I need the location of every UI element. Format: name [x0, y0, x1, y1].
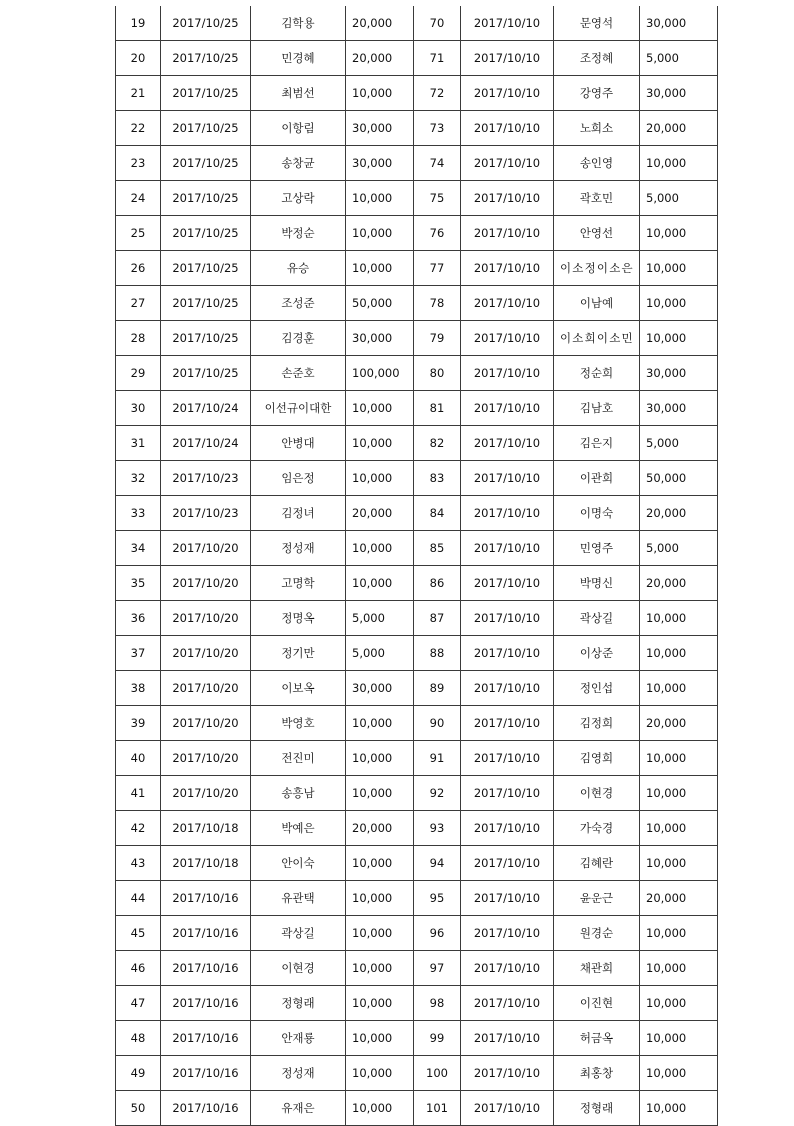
- donor-name-right: 윤운근: [554, 881, 640, 916]
- table-row: [116, 496, 718, 531]
- donor-name-right: 이소희이소민: [554, 321, 640, 356]
- donor-name-left: 정성재: [251, 1056, 346, 1091]
- entry-number-left: 31: [116, 426, 161, 461]
- table-row: [116, 391, 718, 426]
- donation-amount-left: 10,000: [346, 531, 414, 566]
- entry-date-left: 2017/10/23: [161, 496, 251, 531]
- donation-amount-right: 10,000: [640, 601, 718, 636]
- donor-name-left: 김학용: [251, 6, 346, 41]
- donor-name-left: 정형래: [251, 986, 346, 1021]
- entry-date-left: 2017/10/25: [161, 251, 251, 286]
- donor-name-right: 곽상길: [554, 601, 640, 636]
- donor-name-right: 원경순: [554, 916, 640, 951]
- donation-amount-right: 10,000: [640, 636, 718, 671]
- entry-date-right: 2017/10/10: [461, 76, 554, 111]
- entry-date-right: 2017/10/10: [461, 391, 554, 426]
- entry-number-right: 76: [414, 216, 461, 251]
- entry-number-right: 74: [414, 146, 461, 181]
- entry-date-right: 2017/10/10: [461, 916, 554, 951]
- donation-amount-left: 30,000: [346, 111, 414, 146]
- donor-name-left: 조성준: [251, 286, 346, 321]
- donation-amount-left: 20,000: [346, 41, 414, 76]
- donor-name-right: 송인영: [554, 146, 640, 181]
- entry-date-left: 2017/10/25: [161, 146, 251, 181]
- entry-number-right: 92: [414, 776, 461, 811]
- entry-date-right: 2017/10/10: [461, 881, 554, 916]
- donor-name-right: 정순희: [554, 356, 640, 391]
- entry-number-right: 72: [414, 76, 461, 111]
- table-row: [116, 321, 718, 356]
- donor-name-left: 안병대: [251, 426, 346, 461]
- donation-amount-right: 30,000: [640, 391, 718, 426]
- donor-name-left: 유재은: [251, 1091, 346, 1126]
- donation-amount-left: 5,000: [346, 636, 414, 671]
- entry-number-right: 86: [414, 566, 461, 601]
- entry-number-left: 46: [116, 951, 161, 986]
- entry-date-right: 2017/10/10: [461, 951, 554, 986]
- donation-amount-left: 10,000: [346, 76, 414, 111]
- table-row: [116, 566, 718, 601]
- entry-number-right: 99: [414, 1021, 461, 1056]
- entry-number-right: 96: [414, 916, 461, 951]
- donation-amount-left: 20,000: [346, 811, 414, 846]
- donor-name-right: 최홍창: [554, 1056, 640, 1091]
- donation-amount-right: 10,000: [640, 1091, 718, 1126]
- donor-name-right: 강영주: [554, 76, 640, 111]
- entry-date-left: 2017/10/20: [161, 776, 251, 811]
- donor-name-left: 김정녀: [251, 496, 346, 531]
- donation-amount-left: 10,000: [346, 181, 414, 216]
- entry-number-right: 81: [414, 391, 461, 426]
- entry-number-right: 73: [414, 111, 461, 146]
- entry-date-right: 2017/10/10: [461, 356, 554, 391]
- donor-name-right: 이소정이소은: [554, 251, 640, 286]
- entry-number-right: 100: [414, 1056, 461, 1091]
- entry-date-left: 2017/10/16: [161, 1021, 251, 1056]
- donor-name-right: 김은지: [554, 426, 640, 461]
- entry-date-right: 2017/10/10: [461, 321, 554, 356]
- donor-name-right: 이관희: [554, 461, 640, 496]
- entry-date-left: 2017/10/25: [161, 41, 251, 76]
- donation-amount-left: 10,000: [346, 251, 414, 286]
- entry-number-left: 37: [116, 636, 161, 671]
- donation-amount-left: 10,000: [346, 461, 414, 496]
- table-row: [116, 531, 718, 566]
- entry-date-left: 2017/10/20: [161, 531, 251, 566]
- donation-table-container: [115, 6, 718, 1126]
- entry-date-right: 2017/10/10: [461, 1091, 554, 1126]
- donor-name-right: 정인섭: [554, 671, 640, 706]
- entry-number-left: 44: [116, 881, 161, 916]
- entry-date-left: 2017/10/24: [161, 391, 251, 426]
- donation-amount-left: 10,000: [346, 916, 414, 951]
- donation-amount-left: 30,000: [346, 146, 414, 181]
- donor-name-right: 이상준: [554, 636, 640, 671]
- donor-name-left: 손준호: [251, 356, 346, 391]
- entry-number-right: 88: [414, 636, 461, 671]
- entry-date-left: 2017/10/16: [161, 1091, 251, 1126]
- entry-date-left: 2017/10/18: [161, 811, 251, 846]
- donation-amount-left: 10,000: [346, 566, 414, 601]
- donation-amount-right: 10,000: [640, 321, 718, 356]
- entry-date-left: 2017/10/20: [161, 741, 251, 776]
- donor-name-left: 이보옥: [251, 671, 346, 706]
- donation-amount-right: 30,000: [640, 6, 718, 41]
- entry-number-right: 79: [414, 321, 461, 356]
- table-row: [116, 146, 718, 181]
- donation-amount-left: 100,000: [346, 356, 414, 391]
- donor-name-left: 고명학: [251, 566, 346, 601]
- donor-name-left: 박정순: [251, 216, 346, 251]
- table-row: [116, 1056, 718, 1091]
- entry-number-right: 83: [414, 461, 461, 496]
- entry-number-right: 95: [414, 881, 461, 916]
- table-row: [116, 41, 718, 76]
- table-row: [116, 601, 718, 636]
- entry-number-left: 26: [116, 251, 161, 286]
- table-row: [116, 286, 718, 321]
- table-row: [116, 881, 718, 916]
- entry-date-right: 2017/10/10: [461, 461, 554, 496]
- entry-number-left: 27: [116, 286, 161, 321]
- donor-name-left: 정성재: [251, 531, 346, 566]
- entry-number-left: 20: [116, 41, 161, 76]
- table-row: [116, 6, 718, 41]
- entry-number-right: 84: [414, 496, 461, 531]
- table-row: [116, 426, 718, 461]
- entry-number-left: 28: [116, 321, 161, 356]
- entry-date-right: 2017/10/10: [461, 811, 554, 846]
- donation-amount-left: 10,000: [346, 1056, 414, 1091]
- entry-number-right: 89: [414, 671, 461, 706]
- entry-date-left: 2017/10/16: [161, 986, 251, 1021]
- table-row: [116, 356, 718, 391]
- entry-number-right: 93: [414, 811, 461, 846]
- donation-amount-right: 20,000: [640, 111, 718, 146]
- donation-table-body: [116, 6, 718, 1126]
- donor-name-right: 안영선: [554, 216, 640, 251]
- donor-name-right: 조정혜: [554, 41, 640, 76]
- donor-name-right: 이명숙: [554, 496, 640, 531]
- donation-amount-right: 5,000: [640, 531, 718, 566]
- donation-amount-right: 10,000: [640, 1021, 718, 1056]
- entry-date-right: 2017/10/10: [461, 636, 554, 671]
- donation-amount-right: 10,000: [640, 951, 718, 986]
- donation-amount-right: 10,000: [640, 741, 718, 776]
- donor-name-right: 정형래: [554, 1091, 640, 1126]
- entry-date-right: 2017/10/10: [461, 671, 554, 706]
- donation-amount-right: 20,000: [640, 496, 718, 531]
- entry-date-right: 2017/10/10: [461, 286, 554, 321]
- donation-amount-left: 10,000: [346, 426, 414, 461]
- entry-number-left: 49: [116, 1056, 161, 1091]
- entry-date-left: 2017/10/18: [161, 846, 251, 881]
- entry-date-right: 2017/10/10: [461, 6, 554, 41]
- donation-amount-left: 10,000: [346, 1021, 414, 1056]
- entry-date-left: 2017/10/25: [161, 286, 251, 321]
- entry-date-left: 2017/10/25: [161, 76, 251, 111]
- donor-name-right: 채관희: [554, 951, 640, 986]
- entry-number-left: 45: [116, 916, 161, 951]
- entry-number-left: 42: [116, 811, 161, 846]
- entry-date-right: 2017/10/10: [461, 566, 554, 601]
- donation-amount-right: 30,000: [640, 356, 718, 391]
- donor-name-right: 김혜란: [554, 846, 640, 881]
- donor-name-left: 송창균: [251, 146, 346, 181]
- entry-date-left: 2017/10/16: [161, 951, 251, 986]
- entry-number-left: 19: [116, 6, 161, 41]
- donor-name-left: 박영호: [251, 706, 346, 741]
- entry-date-left: 2017/10/20: [161, 706, 251, 741]
- entry-date-right: 2017/10/10: [461, 1021, 554, 1056]
- entry-number-right: 91: [414, 741, 461, 776]
- table-row: [116, 706, 718, 741]
- entry-date-right: 2017/10/10: [461, 1056, 554, 1091]
- table-row: [116, 741, 718, 776]
- donor-name-left: 안이숙: [251, 846, 346, 881]
- entry-date-left: 2017/10/23: [161, 461, 251, 496]
- donor-name-left: 이현경: [251, 951, 346, 986]
- entry-date-left: 2017/10/24: [161, 426, 251, 461]
- donor-name-left: 송흥남: [251, 776, 346, 811]
- donation-amount-right: 10,000: [640, 916, 718, 951]
- entry-number-left: 32: [116, 461, 161, 496]
- donation-amount-left: 10,000: [346, 881, 414, 916]
- donation-amount-right: 10,000: [640, 251, 718, 286]
- donor-name-right: 이남예: [554, 286, 640, 321]
- donor-name-right: 문영석: [554, 6, 640, 41]
- donation-amount-left: 10,000: [346, 216, 414, 251]
- table-row: [116, 1021, 718, 1056]
- donor-name-right: 김영희: [554, 741, 640, 776]
- donation-amount-right: 5,000: [640, 181, 718, 216]
- entry-date-right: 2017/10/10: [461, 181, 554, 216]
- donor-name-left: 최범선: [251, 76, 346, 111]
- donation-amount-left: 20,000: [346, 6, 414, 41]
- entry-number-left: 39: [116, 706, 161, 741]
- donation-amount-right: 30,000: [640, 76, 718, 111]
- entry-number-left: 43: [116, 846, 161, 881]
- entry-number-left: 36: [116, 601, 161, 636]
- table-row: [116, 671, 718, 706]
- entry-date-left: 2017/10/25: [161, 216, 251, 251]
- donation-amount-right: 10,000: [640, 146, 718, 181]
- donation-amount-left: 10,000: [346, 706, 414, 741]
- donation-amount-right: 10,000: [640, 671, 718, 706]
- donor-name-left: 김경훈: [251, 321, 346, 356]
- donation-amount-left: 10,000: [346, 741, 414, 776]
- entry-number-right: 75: [414, 181, 461, 216]
- entry-number-right: 98: [414, 986, 461, 1021]
- entry-number-right: 85: [414, 531, 461, 566]
- donation-amount-right: 10,000: [640, 846, 718, 881]
- entry-date-left: 2017/10/16: [161, 1056, 251, 1091]
- donation-amount-left: 10,000: [346, 776, 414, 811]
- entry-date-left: 2017/10/20: [161, 636, 251, 671]
- entry-number-right: 97: [414, 951, 461, 986]
- entry-number-left: 24: [116, 181, 161, 216]
- donation-table: [115, 6, 718, 1126]
- donation-amount-right: 10,000: [640, 776, 718, 811]
- entry-date-left: 2017/10/20: [161, 566, 251, 601]
- entry-number-left: 22: [116, 111, 161, 146]
- table-row: [116, 251, 718, 286]
- entry-number-left: 30: [116, 391, 161, 426]
- table-row: [116, 986, 718, 1021]
- entry-date-right: 2017/10/10: [461, 531, 554, 566]
- donation-amount-left: 30,000: [346, 671, 414, 706]
- entry-date-right: 2017/10/10: [461, 776, 554, 811]
- donor-name-right: 김남호: [554, 391, 640, 426]
- donor-name-left: 이선규이대한: [251, 391, 346, 426]
- entry-date-right: 2017/10/10: [461, 41, 554, 76]
- donation-amount-right: 10,000: [640, 286, 718, 321]
- donation-amount-left: 10,000: [346, 986, 414, 1021]
- entry-date-right: 2017/10/10: [461, 601, 554, 636]
- donation-amount-right: 20,000: [640, 706, 718, 741]
- entry-number-left: 29: [116, 356, 161, 391]
- entry-date-left: 2017/10/25: [161, 181, 251, 216]
- entry-number-left: 47: [116, 986, 161, 1021]
- donation-amount-left: 50,000: [346, 286, 414, 321]
- donor-name-left: 유관택: [251, 881, 346, 916]
- entry-number-left: 33: [116, 496, 161, 531]
- entry-number-right: 87: [414, 601, 461, 636]
- entry-date-right: 2017/10/10: [461, 216, 554, 251]
- entry-date-right: 2017/10/10: [461, 496, 554, 531]
- entry-number-left: 41: [116, 776, 161, 811]
- entry-number-right: 70: [414, 6, 461, 41]
- entry-number-left: 34: [116, 531, 161, 566]
- entry-number-left: 35: [116, 566, 161, 601]
- donation-amount-left: 10,000: [346, 1091, 414, 1126]
- entry-date-left: 2017/10/25: [161, 111, 251, 146]
- donation-amount-right: 5,000: [640, 426, 718, 461]
- entry-number-left: 48: [116, 1021, 161, 1056]
- donation-amount-right: 10,000: [640, 811, 718, 846]
- donor-name-right: 노희소: [554, 111, 640, 146]
- donor-name-right: 곽호민: [554, 181, 640, 216]
- entry-date-left: 2017/10/20: [161, 601, 251, 636]
- entry-date-right: 2017/10/10: [461, 146, 554, 181]
- donation-amount-right: 50,000: [640, 461, 718, 496]
- table-row: [116, 811, 718, 846]
- entry-number-left: 50: [116, 1091, 161, 1126]
- donor-name-left: 정명옥: [251, 601, 346, 636]
- entry-date-right: 2017/10/10: [461, 986, 554, 1021]
- donation-amount-right: 10,000: [640, 986, 718, 1021]
- entry-number-right: 71: [414, 41, 461, 76]
- entry-number-left: 23: [116, 146, 161, 181]
- donation-amount-right: 10,000: [640, 216, 718, 251]
- donation-amount-left: 10,000: [346, 951, 414, 986]
- entry-number-right: 78: [414, 286, 461, 321]
- donor-name-right: 민영주: [554, 531, 640, 566]
- donation-amount-left: 5,000: [346, 601, 414, 636]
- entry-date-right: 2017/10/10: [461, 741, 554, 776]
- entry-number-left: 21: [116, 76, 161, 111]
- donation-amount-right: 20,000: [640, 566, 718, 601]
- donation-amount-right: 20,000: [640, 881, 718, 916]
- entry-date-right: 2017/10/10: [461, 426, 554, 461]
- donor-name-right: 가숙경: [554, 811, 640, 846]
- table-row: [116, 636, 718, 671]
- table-row: [116, 111, 718, 146]
- donor-name-left: 민경혜: [251, 41, 346, 76]
- entry-date-left: 2017/10/25: [161, 6, 251, 41]
- donor-name-left: 이항림: [251, 111, 346, 146]
- entry-number-right: 82: [414, 426, 461, 461]
- entry-number-right: 77: [414, 251, 461, 286]
- entry-date-right: 2017/10/10: [461, 251, 554, 286]
- entry-number-left: 38: [116, 671, 161, 706]
- table-row: [116, 216, 718, 251]
- table-row: [116, 776, 718, 811]
- entry-date-left: 2017/10/16: [161, 881, 251, 916]
- entry-number-left: 25: [116, 216, 161, 251]
- donation-amount-right: 10,000: [640, 1056, 718, 1091]
- donor-name-right: 박명신: [554, 566, 640, 601]
- entry-date-right: 2017/10/10: [461, 706, 554, 741]
- donation-amount-left: 20,000: [346, 496, 414, 531]
- donor-name-left: 임은정: [251, 461, 346, 496]
- table-row: [116, 1091, 718, 1126]
- donor-name-right: 이진현: [554, 986, 640, 1021]
- entry-date-right: 2017/10/10: [461, 846, 554, 881]
- donor-name-left: 정기만: [251, 636, 346, 671]
- entry-date-left: 2017/10/25: [161, 321, 251, 356]
- table-row: [116, 846, 718, 881]
- donation-amount-left: 30,000: [346, 321, 414, 356]
- donor-name-left: 곽상길: [251, 916, 346, 951]
- entry-number-right: 90: [414, 706, 461, 741]
- entry-date-left: 2017/10/25: [161, 356, 251, 391]
- table-row: [116, 181, 718, 216]
- entry-date-left: 2017/10/20: [161, 671, 251, 706]
- donor-name-right: 허금옥: [554, 1021, 640, 1056]
- table-row: [116, 916, 718, 951]
- donor-name-right: 이현경: [554, 776, 640, 811]
- donation-amount-left: 10,000: [346, 846, 414, 881]
- donation-amount-left: 10,000: [346, 391, 414, 426]
- entry-date-left: 2017/10/16: [161, 916, 251, 951]
- table-row: [116, 461, 718, 496]
- donation-amount-right: 5,000: [640, 41, 718, 76]
- entry-number-right: 101: [414, 1091, 461, 1126]
- donor-name-left: 박예은: [251, 811, 346, 846]
- donor-name-left: 안재룡: [251, 1021, 346, 1056]
- table-row: [116, 76, 718, 111]
- donor-name-right: 김정희: [554, 706, 640, 741]
- table-row: [116, 951, 718, 986]
- entry-number-left: 40: [116, 741, 161, 776]
- donor-name-left: 유승: [251, 251, 346, 286]
- entry-number-right: 80: [414, 356, 461, 391]
- entry-number-right: 94: [414, 846, 461, 881]
- donor-name-left: 전진미: [251, 741, 346, 776]
- entry-date-right: 2017/10/10: [461, 111, 554, 146]
- donor-name-left: 고상락: [251, 181, 346, 216]
